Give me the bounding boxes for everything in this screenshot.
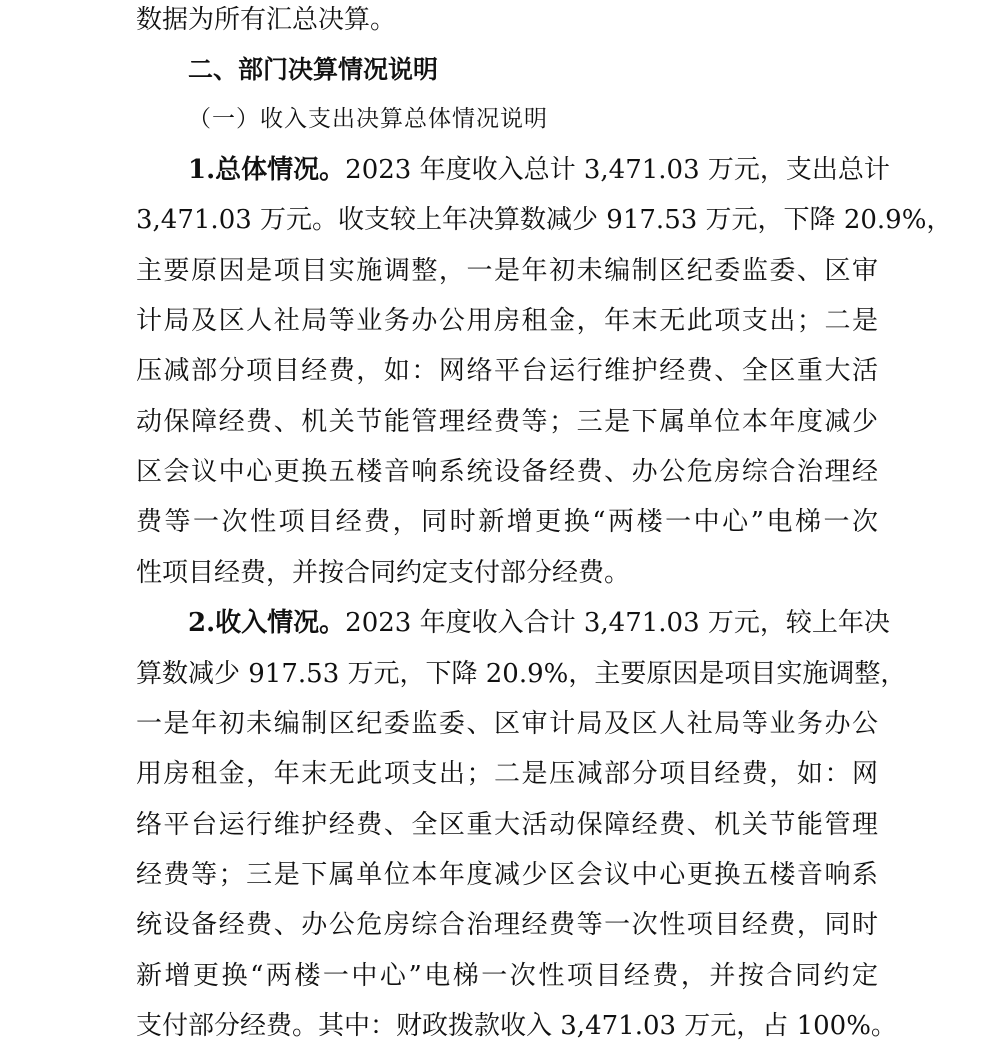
paragraph-1-line-4: 计局及区人社局等业务办公用房租金，年末无此项支出；二是 (136, 306, 878, 336)
paragraph-2-lead: 2.收入情况。 (188, 608, 346, 638)
paragraph-2-line-1-text: 2023 年度收入合计 3,471.03 万元，较上年决 (345, 608, 890, 638)
paragraph-1-line-6: 动保障经费、机关节能管理经费等；三是下属单位本年度减少 (136, 407, 878, 437)
paragraph-1-line-2: 3,471.03 万元。收支较上年决算数减少 917.53 万元，下降 20.9%， (136, 205, 953, 235)
section-heading: 二、部门决算情况说明 (188, 55, 439, 84)
paragraph-1-line-8: 费等一次性项目经费，同时新增更换“两楼一中心”电梯一次 (136, 507, 878, 537)
text-line-carryover: 数据为所有汇总决算。 (136, 5, 397, 35)
paragraph-2-line-2: 算数减少 917.53 万元，下降 20.9%，主要原因是项目实施调整， (136, 659, 907, 689)
paragraph-2-line-4: 用房租金，年末无此项支出；二是压减部分项目经费，如：网 (136, 759, 878, 789)
subsection-heading: （一）收入支出决算总体情况说明 (188, 106, 548, 132)
paragraph-2-line-9: 支付部分经费。其中：财政拨款收入 3,471.03 万元，占 100%。 (136, 1011, 897, 1041)
paragraph-1-lead: 1.总体情况。 (188, 155, 346, 185)
paragraph-2-line-8: 新增更换“两楼一中心”电梯一次性项目经费，并按合同约定 (136, 961, 878, 991)
paragraph-1-line-1 (188, 150, 890, 190)
paragraph-1-line-1-text: 2023 年度收入总计 3,471.03 万元，支出总计 (345, 155, 890, 185)
paragraph-2-line-7: 统设备经费、办公危房综合治理经费等一次性项目经费，同时 (136, 910, 878, 940)
paragraph-2-line-1 (188, 603, 890, 643)
paragraph-2-line-5: 络平台运行维护经费、全区重大活动保障经费、机关节能管理 (136, 810, 878, 840)
paragraph-1-line-7: 区会议中心更换五楼音响系统设备经费、办公危房综合治理经 (136, 457, 878, 487)
paragraph-1-line-3: 主要原因是项目实施调整，一是年初未编制区纪委监委、区审 (136, 256, 878, 286)
paragraph-1-line-5: 压减部分项目经费，如：网络平台运行维护经费、全区重大活 (136, 356, 878, 386)
paragraph-2-line-6: 经费等；三是下属单位本年度减少区会议中心更换五楼音响系 (136, 860, 878, 890)
paragraph-2-line-3: 一是年初未编制区纪委监委、区审计局及区人社局等业务办公 (136, 709, 878, 739)
paragraph-1-line-9: 性项目经费，并按合同约定支付部分经费。 (136, 558, 631, 588)
